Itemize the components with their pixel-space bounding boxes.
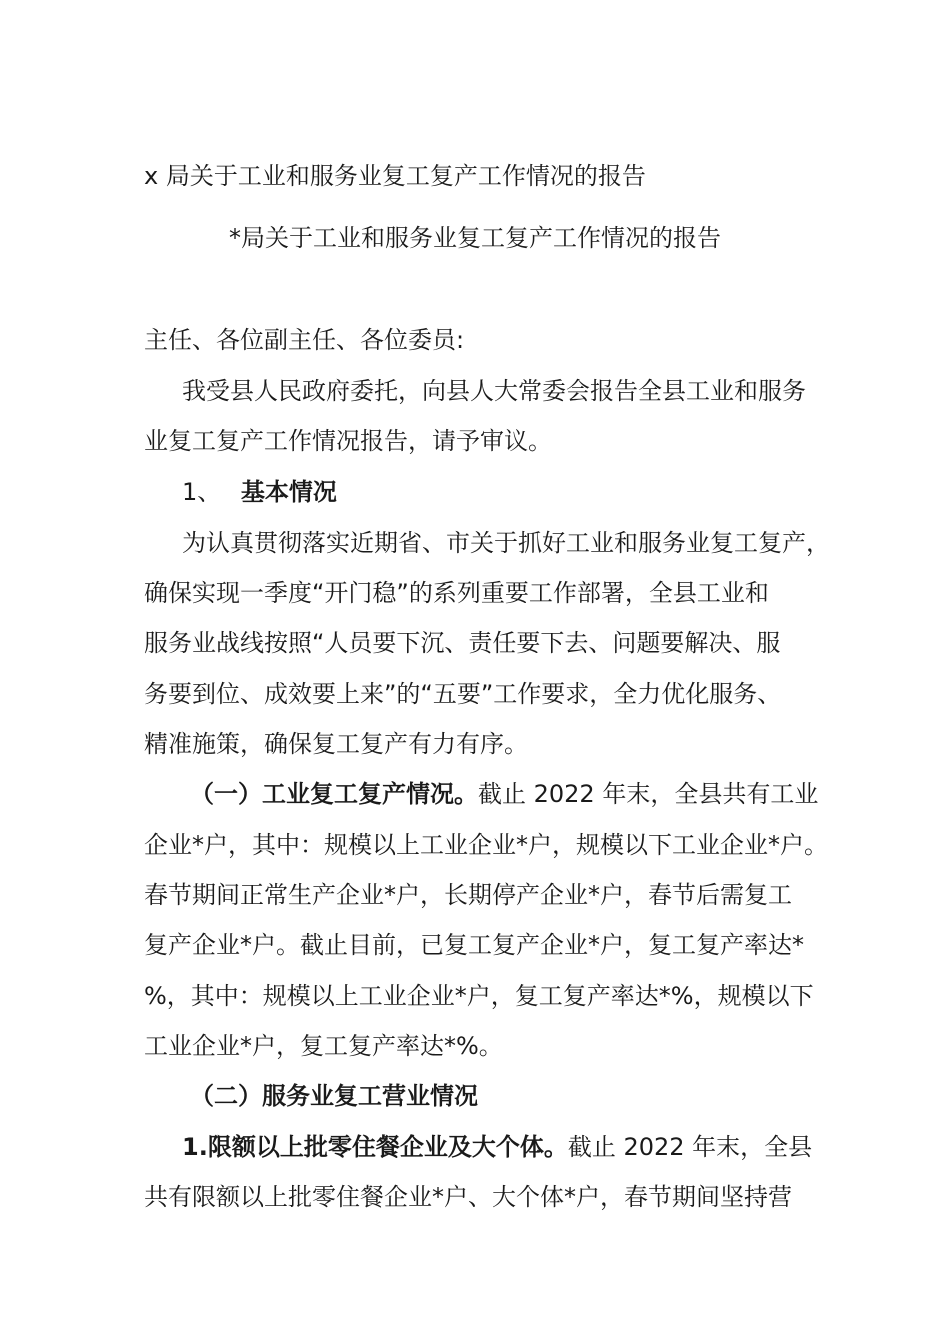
intro-line-1: 我受县人民政府委托，向县人大常委会报告全县工业和服务 xyxy=(182,377,806,405)
item1-first-rest: 截止 2022 年末，全县 xyxy=(567,1133,813,1161)
sub1-line-5: %，其中：规模以上工业企业*户，复工复产率达*%，规模以下 xyxy=(144,982,814,1010)
document-title: *局关于工业和服务业复工复产工作情况的报告 xyxy=(229,224,721,252)
para1-line-3: 服务业战线按照“人员要下沉、责任要下去、问题要解决、服 xyxy=(144,629,781,657)
section-heading xyxy=(182,476,862,508)
item1-first-line xyxy=(182,1131,862,1163)
sub1-line-3: 春节期间正常生产企业*户，长期停产企业*户，春节后需复工 xyxy=(144,881,792,909)
sub1-line-2: 企业*户，其中：规模以上工业企业*户，规模以下工业企业*户。 xyxy=(144,831,828,859)
sub1-first-line xyxy=(190,778,870,810)
sub1-line-6: 工业企业*户，复工复产率达*%。 xyxy=(144,1032,503,1060)
sub2-heading: （二）服务业复工营业情况 xyxy=(190,1082,478,1110)
sub1-line-4: 复产企业*户。截止目前，已复工复产企业*户，复工复产率达* xyxy=(144,931,804,959)
item1-line-2: 共有限额以上批零住餐企业*户、大个体*户，春节期间坚持营 xyxy=(144,1183,792,1211)
sub1-first-rest: 截止 2022 年末，全县共有工业 xyxy=(478,780,819,808)
intro-line-2: 业复工复产工作情况报告，请予审议。 xyxy=(144,427,552,455)
para1-line-5: 精准施策，确保复工复产有力有序。 xyxy=(144,730,528,758)
para1-line-4: 务要到位、成效要上来”的“五要”工作要求，全力优化服务、 xyxy=(144,680,782,708)
section-title: 基本情况 xyxy=(240,478,337,506)
salutation: 主任、各位副主任、各位委员: xyxy=(144,326,465,354)
para1-line-1: 为认真贯彻落实近期省、市关于抓好工业和服务业复工复产， xyxy=(182,529,830,557)
section-number: 1、 xyxy=(182,478,222,506)
para1-line-2: 确保实现一季度“开门稳”的系列重要工作部署，全县工业和 xyxy=(144,579,769,607)
item1-heading: 1.限额以上批零住餐企业及大个体。 xyxy=(182,1133,568,1161)
header-title: x 局关于工业和服务业复工复产工作情况的报告 xyxy=(144,162,646,190)
sub1-heading: （一）工业复工复产情况。 xyxy=(190,780,478,808)
